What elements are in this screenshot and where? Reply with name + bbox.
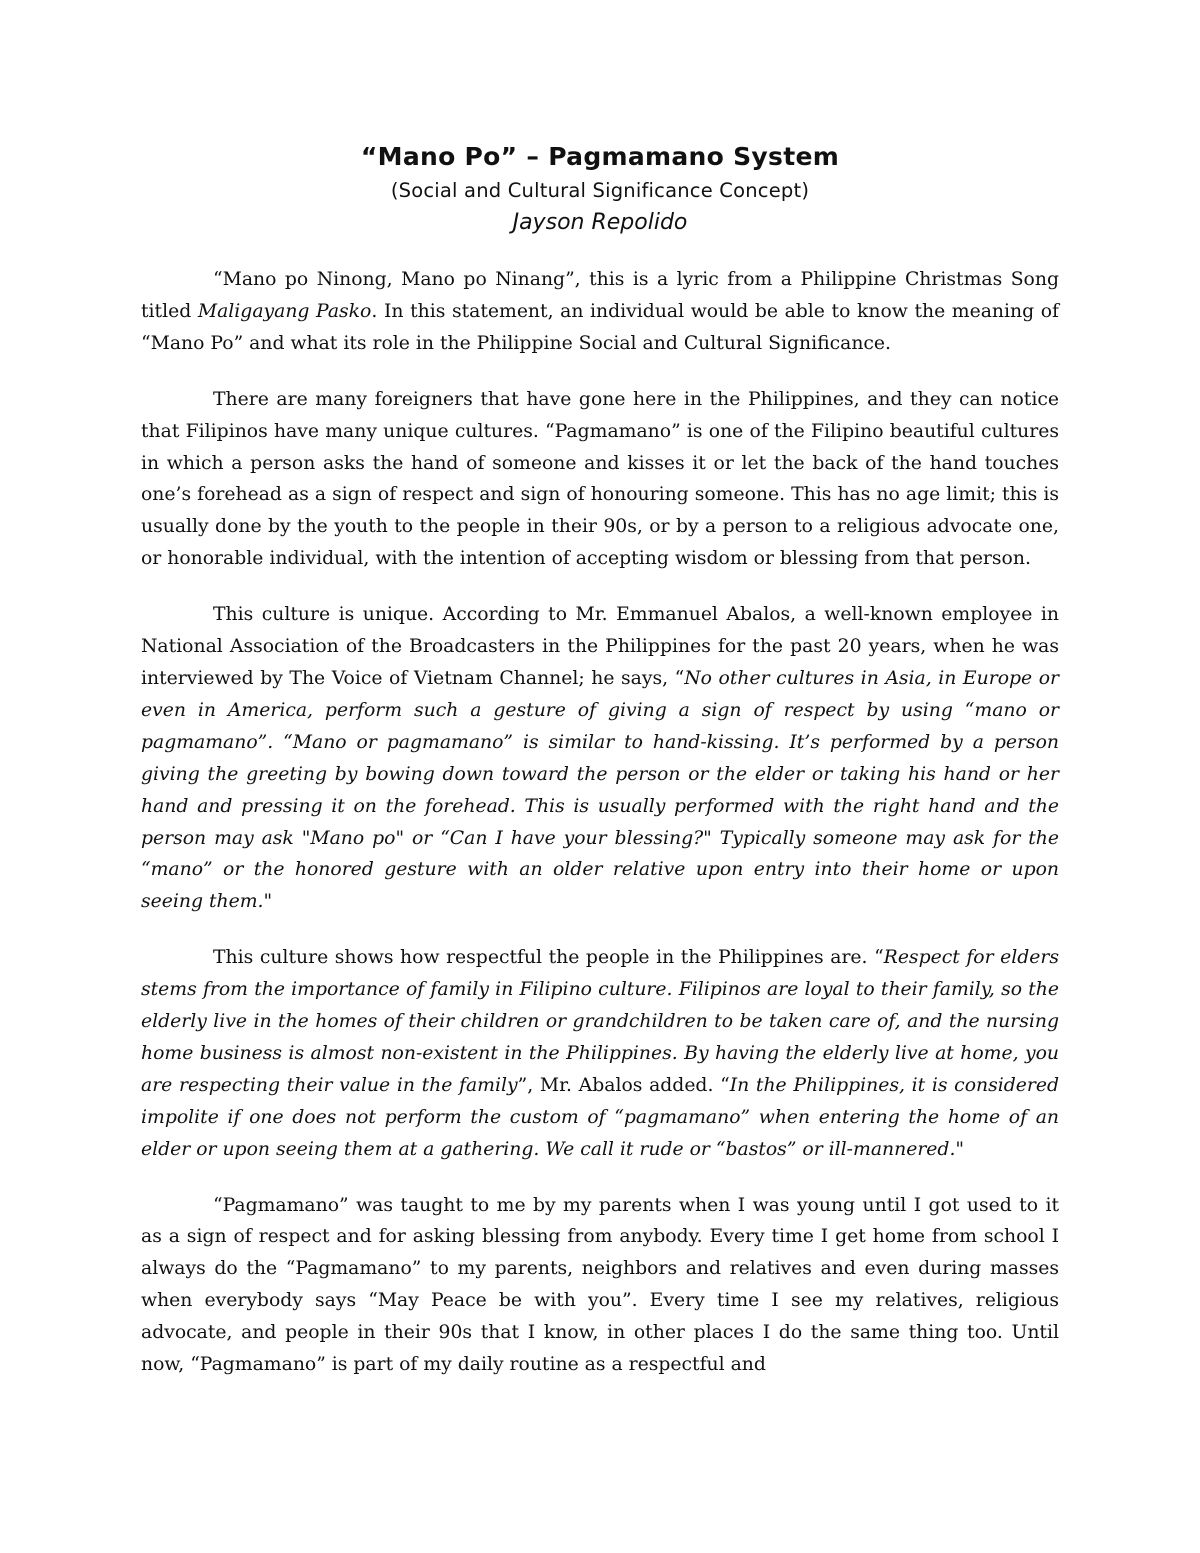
document-page xyxy=(141,138,1059,1381)
paragraph-5-text: “Pagmamano” was taught to me by my parents when I was young until I got used to it as a sign of respect and for asking blessing from anybody. Every time I get home from school I always do the “Pagmamano” to my parents, neighbors and relatives and even during masses when everybody says “May Peace be with you”. Every time I see my relatives, religious advocate, and people in their 90s that I know, in other places I do the same thing too. Until now, “Pagmamano” is part of my daily routine as a respectful and xyxy=(141,1194,1059,1376)
paragraph-2-text: There are many foreigners that have gone here in the Philippines, and they can notice that Filipinos have many unique cultures. “Pagmamano” is one of the Filipino beautiful cultures in which a person asks the hand of someone and kisses it or let the back of the hand touches one’s forehead as a sign of respect and sign of honouring someone. This has no age limit; this is usually done by the youth to the people in their 90s, or by a person to a religious advocate one, or honorable individual, with the intention of accepting wisdom or blessing from that person. xyxy=(141,388,1059,570)
paragraph-4-text-mid: ”, Mr. Abalos added. “ xyxy=(517,1074,730,1096)
paragraph-2 xyxy=(141,384,1059,575)
abalos-quote-1: No other cultures in Asia, in Europe or even in America, perform such a gesture of giving a sign of respect by using “mano or pagmamano”. “Mano or pagmamano” is similar to hand-kissing. It’s performed by a person giving the greeting by bowing down toward the person or the elder or taking his hand or her hand and pressing it on the forehead. This is usually performed with the right hand and the person may ask "Mano po" or “Can I have your blessing?" Typically someone may ask for the “mano” or the honored gesture with an older relative upon entry into their home or upon seeing them. xyxy=(141,667,1059,913)
paragraph-4 xyxy=(141,942,1059,1165)
document-title: “Mano Po” – Pagmamano System xyxy=(360,142,840,171)
song-title: Maligayang Pasko xyxy=(197,300,372,322)
paragraph-3 xyxy=(141,599,1059,918)
paragraph-5 xyxy=(141,1190,1059,1381)
document-author: Jayson Repolido xyxy=(512,210,688,235)
document-subtitle: (Social and Cultural Significance Concept) xyxy=(390,179,810,202)
paragraph-4-close: " xyxy=(955,1138,965,1160)
paragraph-3-text: This culture is unique. According to Mr. Emmanuel Abalos, a well-known employee in National Association of the Broadcasters in the Philippines for the past 20 years, when he was interviewed by The Voice of Vietnam Channel; he says, “ xyxy=(141,604,1059,689)
abalos-quote-2: Respect for elders stems from the importance of family in Filipino culture. Filipinos are loyal to their family, so the elderly live in the homes of their children or grandchildren to be taken care of, and the nursing home business is almost non-existent in the Philippines. By having the elderly live at home, you are respecting their value in the family xyxy=(141,947,1059,1096)
abalos-quote-3: In the Philippines, it is considered impolite if one does not perform the custom of “pagmamano” when entering the home of an elder or upon seeing them at a gathering. We call it rude or “bastos” or ill-mannered. xyxy=(141,1074,1059,1160)
paragraph-1-text: “Mano po Ninong, Mano po Ninang”, this is a lyric from a Philippine Christmas Song titled xyxy=(141,269,1059,322)
document-body xyxy=(141,264,1059,1381)
paragraph-1-text-cont: . In this statement, an individual would be able to know the meaning of “Mano Po” and what its role in the Philippine Social and Cultural Significance. xyxy=(141,300,1060,354)
paragraph-4-text: This culture shows how respectful the people in the Philippines are. “ xyxy=(213,947,884,969)
paragraph-3-close: " xyxy=(263,891,273,913)
paragraph-1 xyxy=(141,264,1059,360)
